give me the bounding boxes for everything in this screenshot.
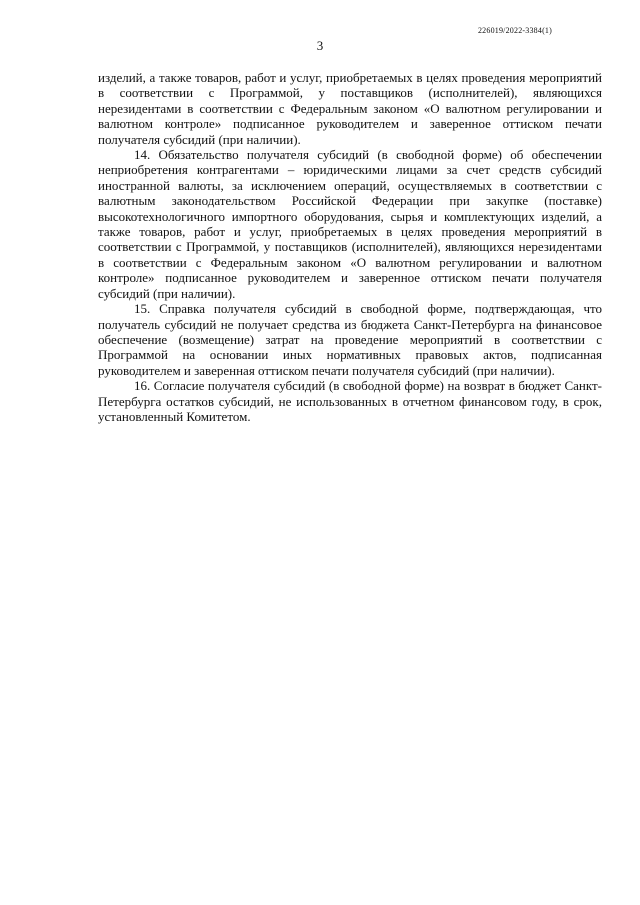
page-number: 3 (316, 38, 324, 53)
paragraph-item-15: 15. Справка получателя субсидий в свободной форме, подтверждающая, что получатель субсидий не получает средства из бюджета Санкт-Петербурга на финансовое обеспечение (возмещение) затрат на проведение мероприятий в соответствии с Программой на основании иных нормативных правовых актов, подписанная руководителем и заверенная оттиском печати получателя субсидий (при наличии). (98, 301, 602, 378)
paragraph-continuation: изделий, а также товаров, работ и услуг, приобретаемых в целях проведения мероприятий в соответствии с Программой, у поставщиков (исполнителей), являющихся нерезидентами в соответствии с Федеральным законом «О валютном регулировании и валютном контроле» подписанное руководителем и заверенное оттиском печати получателя субсидий (при наличии). (98, 70, 602, 147)
document-registration-number: 226019/2022-3384(1) (477, 26, 552, 35)
paragraph-item-14: 14. Обязательство получателя субсидий (в свободной форме) об обеспечении неприобретения контрагентами – юридическими лицами за счет средств субсидий иностранной валюты, за исключением операций, осуществляемых в соответствии с валютным законодательством Российской Федерации при закупке (поставке) высокотехнологичного импортного оборудования, сырья и комплектующих изделий, а также товаров, работ и услуг, приобретаемых в целях проведения мероприятий в соответствии с Программой, у поставщиков (исполнителей), являющихся нерезидентами в соответствии с Федеральным законом «О валютном регулировании и валютном контроле» подписанное руководителем и заверенное оттиском печати получателя субсидий (при наличии). (98, 147, 602, 301)
document-body (98, 70, 602, 424)
paragraph-item-16: 16. Согласие получателя субсидий (в свободной форме) на возврат в бюджет Санкт-Петербурга остатков субсидий, не использованных в отчетном финансовом году, в срок, установленный Комитетом. (98, 378, 602, 424)
